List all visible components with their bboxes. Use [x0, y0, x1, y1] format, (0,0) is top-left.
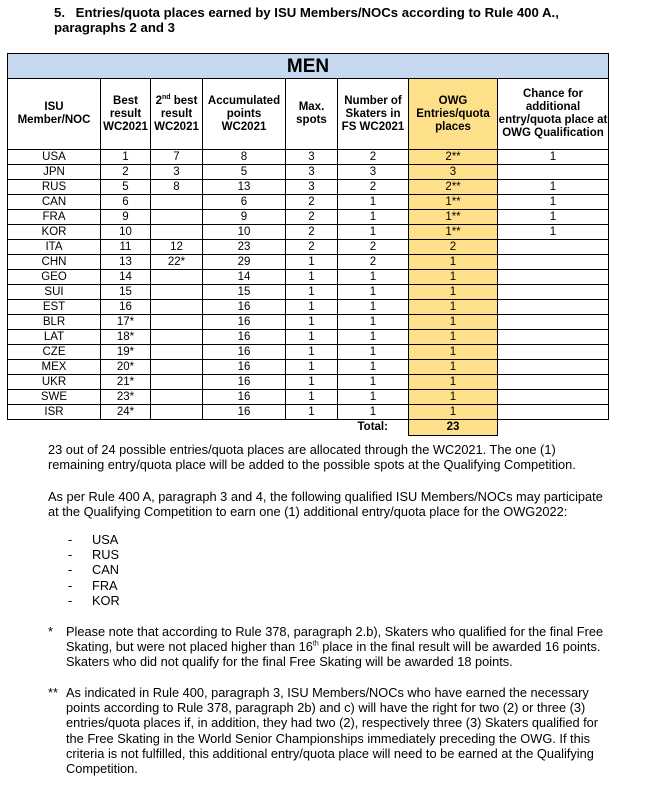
- cell-max: 1: [286, 330, 338, 345]
- cell-skaters: 1: [338, 345, 409, 360]
- cell-owg: 1: [409, 345, 498, 360]
- table-row: [8, 285, 609, 300]
- cell-chance: [498, 240, 609, 255]
- cell-skaters: 2: [338, 255, 409, 270]
- cell-max: 3: [286, 150, 338, 165]
- cell-skaters: 1: [338, 315, 409, 330]
- cell-best: 16: [101, 300, 151, 315]
- cell-best: 18*: [101, 330, 151, 345]
- cell-owg: 1: [409, 255, 498, 270]
- cell-noc: RUS: [8, 180, 101, 195]
- section-number: 5.: [54, 5, 65, 20]
- cell-best: 19*: [101, 345, 151, 360]
- table-row: [8, 225, 609, 240]
- qualified-noc-list: [68, 532, 120, 608]
- cell-max: 2: [286, 210, 338, 225]
- cell-chance: [498, 285, 609, 300]
- cell-max: 1: [286, 360, 338, 375]
- cell-noc: CAN: [8, 195, 101, 210]
- cell-chance: 1: [498, 180, 609, 195]
- cell-accum: 13: [203, 180, 286, 195]
- cell-second: [151, 390, 203, 405]
- cell-accum: 16: [203, 345, 286, 360]
- table-row: [8, 360, 609, 375]
- section-heading: [54, 5, 634, 35]
- cell-accum: 16: [203, 405, 286, 420]
- paragraph-allocation: 23 out of 24 possible entries/quota places are allocated through the WC2021. The one (1) remaining entry/quota place will be added to the possible spots at the Qualifying Competition.: [48, 442, 576, 473]
- cell-second: 8: [151, 180, 203, 195]
- cell-max: 1: [286, 375, 338, 390]
- cell-owg: 1: [409, 375, 498, 390]
- cell-best: 5: [101, 180, 151, 195]
- cell-accum: 6: [203, 195, 286, 210]
- cell-noc: MEX: [8, 360, 101, 375]
- cell-noc: ITA: [8, 240, 101, 255]
- cell-second: [151, 315, 203, 330]
- cell-second: [151, 360, 203, 375]
- list-item: - KOR: [68, 592, 120, 608]
- cell-owg: 1: [409, 315, 498, 330]
- cell-owg: 1**: [409, 225, 498, 240]
- table-row: [8, 375, 609, 390]
- table-row: [8, 210, 609, 225]
- cell-noc: CHN: [8, 255, 101, 270]
- cell-noc: CZE: [8, 345, 101, 360]
- cell-accum: 16: [203, 390, 286, 405]
- cell-best: 6: [101, 195, 151, 210]
- cell-accum: 14: [203, 270, 286, 285]
- cell-best: 17*: [101, 315, 151, 330]
- cell-noc: BLR: [8, 315, 101, 330]
- cell-chance: [498, 315, 609, 330]
- header-chance-additional: Chance for additional entry/quota place at OWG Qualification: [498, 79, 609, 150]
- cell-owg: 1: [409, 405, 498, 420]
- cell-accum: 29: [203, 255, 286, 270]
- list-item: - RUS: [68, 547, 120, 563]
- cell-skaters: 3: [338, 165, 409, 180]
- cell-noc: GEO: [8, 270, 101, 285]
- cell-noc: ISR: [8, 405, 101, 420]
- table-row: [8, 345, 609, 360]
- cell-noc: LAT: [8, 330, 101, 345]
- paragraph-qualifying: As per Rule 400 A, paragraph 3 and 4, the following qualified ISU Members/NOCs may participate at the Qualifying Competition to earn one (1) additional entry/quota place for the OWG2022:: [48, 489, 603, 520]
- cell-best: 23*: [101, 390, 151, 405]
- cell-owg: 3: [409, 165, 498, 180]
- cell-accum: 15: [203, 285, 286, 300]
- cell-skaters: 1: [338, 225, 409, 240]
- cell-skaters: 2: [338, 180, 409, 195]
- cell-second: [151, 330, 203, 345]
- cell-best: 13: [101, 255, 151, 270]
- cell-accum: 16: [203, 300, 286, 315]
- cell-accum: 16: [203, 315, 286, 330]
- cell-max: 2: [286, 195, 338, 210]
- section-title-line1: Entries/quota places earned by ISU Members/NOCs according to Rule 400 A.,: [75, 5, 559, 20]
- cell-best: 20*: [101, 360, 151, 375]
- cell-max: 3: [286, 165, 338, 180]
- cell-noc: JPN: [8, 165, 101, 180]
- quota-table: [7, 53, 609, 436]
- cell-max: 2: [286, 240, 338, 255]
- header-accumulated-points: Accumulated points WC2021: [203, 79, 286, 150]
- cell-best: 21*: [101, 375, 151, 390]
- cell-max: 1: [286, 390, 338, 405]
- cell-accum: 16: [203, 375, 286, 390]
- header-owg-entries: OWG Entries/quota places: [409, 79, 498, 150]
- cell-best: 10: [101, 225, 151, 240]
- cell-noc: FRA: [8, 210, 101, 225]
- cell-second: [151, 195, 203, 210]
- cell-noc: UKR: [8, 375, 101, 390]
- list-item: - USA: [68, 532, 119, 547]
- cell-second: 22*: [151, 255, 203, 270]
- cell-max: 1: [286, 255, 338, 270]
- cell-skaters: 1: [338, 390, 409, 405]
- table-row: [8, 300, 609, 315]
- cell-skaters: 1: [338, 195, 409, 210]
- cell-owg: 1: [409, 285, 498, 300]
- cell-accum: 8: [203, 150, 286, 165]
- cell-chance: [498, 405, 609, 420]
- cell-skaters: 1: [338, 285, 409, 300]
- cell-owg: 1**: [409, 195, 498, 210]
- cell-chance: [498, 270, 609, 285]
- cell-owg: 2: [409, 240, 498, 255]
- cell-chance: [498, 330, 609, 345]
- footnote-marker: *: [48, 624, 53, 639]
- cell-skaters: 1: [338, 270, 409, 285]
- cell-owg: 2**: [409, 180, 498, 195]
- cell-noc: SWE: [8, 390, 101, 405]
- cell-chance: 1: [498, 195, 609, 210]
- cell-max: 1: [286, 270, 338, 285]
- list-item: - CAN: [68, 562, 120, 578]
- table-title: MEN: [8, 54, 609, 79]
- cell-second: [151, 345, 203, 360]
- cell-second: [151, 375, 203, 390]
- cell-second: 12: [151, 240, 203, 255]
- cell-skaters: 1: [338, 375, 409, 390]
- cell-chance: 1: [498, 225, 609, 240]
- table-row: [8, 390, 609, 405]
- header-skaters-in-fs: Number of Skaters in FS WC2021: [338, 79, 409, 150]
- table-row: [8, 240, 609, 255]
- cell-skaters: 1: [338, 405, 409, 420]
- cell-best: 2: [101, 165, 151, 180]
- cell-skaters: 1: [338, 210, 409, 225]
- cell-second: 7: [151, 150, 203, 165]
- cell-max: 1: [286, 345, 338, 360]
- cell-best: 11: [101, 240, 151, 255]
- total-label: Total:: [357, 421, 388, 434]
- cell-noc: EST: [8, 300, 101, 315]
- cell-chance: [498, 360, 609, 375]
- cell-noc: SUI: [8, 285, 101, 300]
- header-best-result: Best result WC2021: [101, 79, 151, 150]
- cell-chance: 1: [498, 150, 609, 165]
- list-item: - FRA: [68, 577, 118, 593]
- cell-chance: [498, 255, 609, 270]
- cell-best: 14: [101, 270, 151, 285]
- total-value: 23: [409, 420, 498, 436]
- cell-chance: 1: [498, 210, 609, 225]
- cell-second: [151, 210, 203, 225]
- cell-max: 1: [286, 285, 338, 300]
- cell-owg: 1: [409, 300, 498, 315]
- table-row: [8, 165, 609, 180]
- cell-chance: [498, 165, 609, 180]
- cell-owg: 1**: [409, 210, 498, 225]
- cell-chance: [498, 375, 609, 390]
- cell-skaters: 2: [338, 150, 409, 165]
- table-row: [8, 405, 609, 420]
- cell-chance: [498, 390, 609, 405]
- cell-accum: 23: [203, 240, 286, 255]
- header-noc: ISU Member/NOC: [8, 79, 101, 150]
- cell-skaters: 1: [338, 300, 409, 315]
- cell-accum: 9: [203, 210, 286, 225]
- cell-owg: 1: [409, 390, 498, 405]
- header-max-spots: Max. spots: [286, 79, 338, 150]
- cell-best: 15: [101, 285, 151, 300]
- cell-skaters: 2: [338, 240, 409, 255]
- cell-max: 1: [286, 405, 338, 420]
- table-row: [8, 315, 609, 330]
- cell-owg: 2**: [409, 150, 498, 165]
- table-row: [8, 180, 609, 195]
- cell-second: [151, 300, 203, 315]
- cell-owg: 1: [409, 270, 498, 285]
- cell-max: 3: [286, 180, 338, 195]
- cell-accum: 5: [203, 165, 286, 180]
- cell-chance: [498, 300, 609, 315]
- cell-accum: 16: [203, 360, 286, 375]
- cell-best: 9: [101, 210, 151, 225]
- cell-second: [151, 405, 203, 420]
- section-title-line2: paragraphs 2 and 3: [54, 20, 175, 35]
- cell-skaters: 1: [338, 360, 409, 375]
- footnote-double-star: ** As indicated in Rule 400, paragraph 3, ISU Members/NOCs who have earned the necessary points according to Rule 378, paragraph 2b) and c) will have the right for two (2) or three (3) entries/quota places if, in addition, they had two (2), respectively three (3) Skaters qualified for the Free Skating in the World Senior Championships immediately preceding the OWG. If this criteria is not fulfilled, this additional entry/quota place will need to be earned at the Qualifying Competition.: [48, 685, 599, 777]
- table-row: [8, 330, 609, 345]
- cell-owg: 1: [409, 330, 498, 345]
- header-second-best: 2nd best result WC2021: [151, 79, 203, 150]
- footnote-single-star: * Please note that according to Rule 378, paragraph 2.b), Skaters who qualified for the final Free Skating, but were not placed higher than 16th place in the final result will be awarded 16 points. Skaters who did not qualify for the final Free Skating will be awarded 18 points.: [48, 624, 604, 670]
- table-row: [8, 195, 609, 210]
- cell-second: 3: [151, 165, 203, 180]
- table-row: [8, 150, 609, 165]
- table-body: [8, 150, 609, 420]
- cell-second: [151, 270, 203, 285]
- cell-accum: 16: [203, 330, 286, 345]
- table-row: [8, 255, 609, 270]
- cell-noc: USA: [8, 150, 101, 165]
- cell-skaters: 1: [338, 330, 409, 345]
- cell-noc: KOR: [8, 225, 101, 240]
- cell-max: 2: [286, 225, 338, 240]
- cell-best: 1: [101, 150, 151, 165]
- cell-accum: 10: [203, 225, 286, 240]
- cell-max: 1: [286, 315, 338, 330]
- cell-owg: 1: [409, 360, 498, 375]
- footnote-marker: **: [48, 685, 58, 700]
- cell-chance: [498, 345, 609, 360]
- cell-max: 1: [286, 300, 338, 315]
- table-row: [8, 270, 609, 285]
- cell-second: [151, 225, 203, 240]
- cell-second: [151, 285, 203, 300]
- cell-best: 24*: [101, 405, 151, 420]
